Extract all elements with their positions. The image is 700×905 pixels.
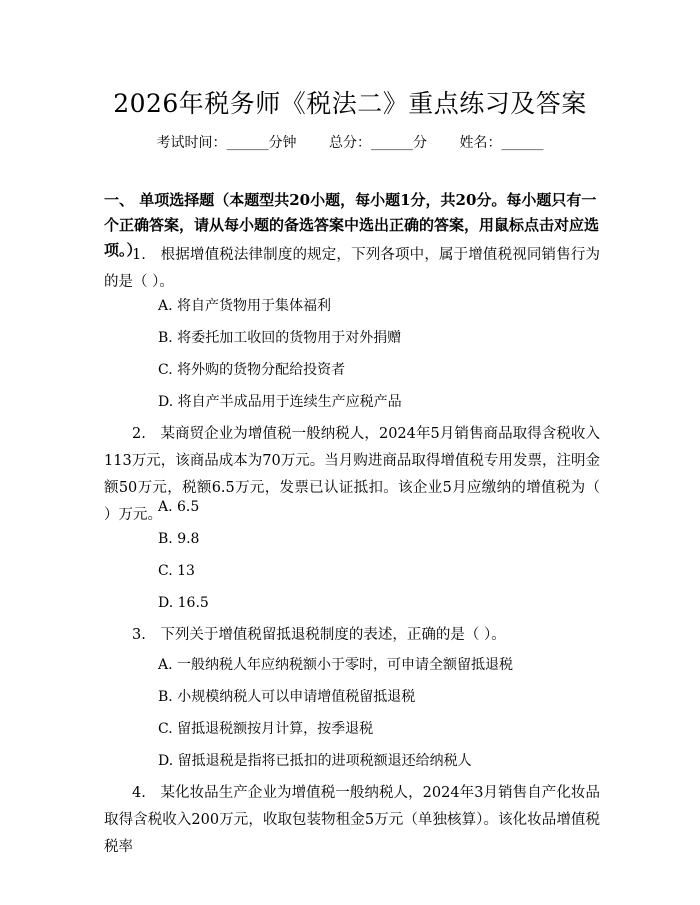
question-2-option-a[interactable]: A. 6.5	[158, 499, 200, 515]
question-2-option-d[interactable]: D. 16.5	[158, 595, 209, 611]
question-1-option-b[interactable]: B. 将委托加工收回的货物用于对外捐赠	[158, 330, 402, 346]
exam-meta	[0, 132, 700, 152]
question-3-option-a[interactable]: A. 一般纳税人年应纳税额小于零时，可申请全额留抵退税	[158, 657, 514, 673]
question-4-stem: 4. 某化妆品生产企业为增值税一般纳税人，2024年3月销售自产化妆品取得含税收入200万元，收取包装物租金5万元（单独核算）。该化妆品增值税税率	[104, 785, 600, 855]
exam-time: 考试时间：______分钟	[156, 135, 297, 151]
question-3-option-d[interactable]: D. 留抵退税是指将已抵扣的进项税额退还给纳税人	[158, 753, 472, 769]
question-3-option-c[interactable]: C. 留抵退税额按月计算，按季退税	[158, 721, 374, 737]
question-3-stem: 3. 下列关于增值税留抵退税制度的表述，正确的是（ ）。	[132, 627, 506, 643]
question-1-stem: 1. 根据增值税法律制度的规定，下列各项中，属于增值税视同销售行为的是（ ）。	[104, 247, 600, 290]
question-2-option-b[interactable]: B. 9.8	[158, 531, 200, 547]
section-heading: 一、 单项选择题（本题型共20小题，每小题1分，共20分。每小题只有一个正确答案，请从每小题的备选答案中选出正确的答案，用鼠标点击对应选项。）	[104, 191, 600, 259]
question-2-option-c[interactable]: C. 13	[158, 563, 195, 579]
question-3-option-b[interactable]: B. 小规模纳税人可以申请增值税留抵退税	[158, 689, 416, 705]
document-title: 2026年税务师《税法二》重点练习及答案	[113, 89, 587, 118]
question-1-option-c[interactable]: C. 将外购的货物分配给投资者	[158, 362, 346, 378]
question-1-option-d[interactable]: D. 将自产半成品用于连续生产应税产品	[158, 394, 402, 410]
total-score: 总分：______分	[329, 135, 427, 151]
student-name: 姓名：______	[459, 135, 544, 151]
question-1-option-a[interactable]: A. 将自产货物用于集体福利	[158, 298, 332, 314]
question-2-stem: 2. 某商贸企业为增值税一般纳税人，2024年5月销售商品取得含税收入113万元，该商品成本为70万元。当月购进商品取得增值税专用发票，注明金额50万元，税额6.5万元，发票已认证抵扣。该企业5月应缴纳的增值税为（ ）万元。	[104, 426, 600, 523]
